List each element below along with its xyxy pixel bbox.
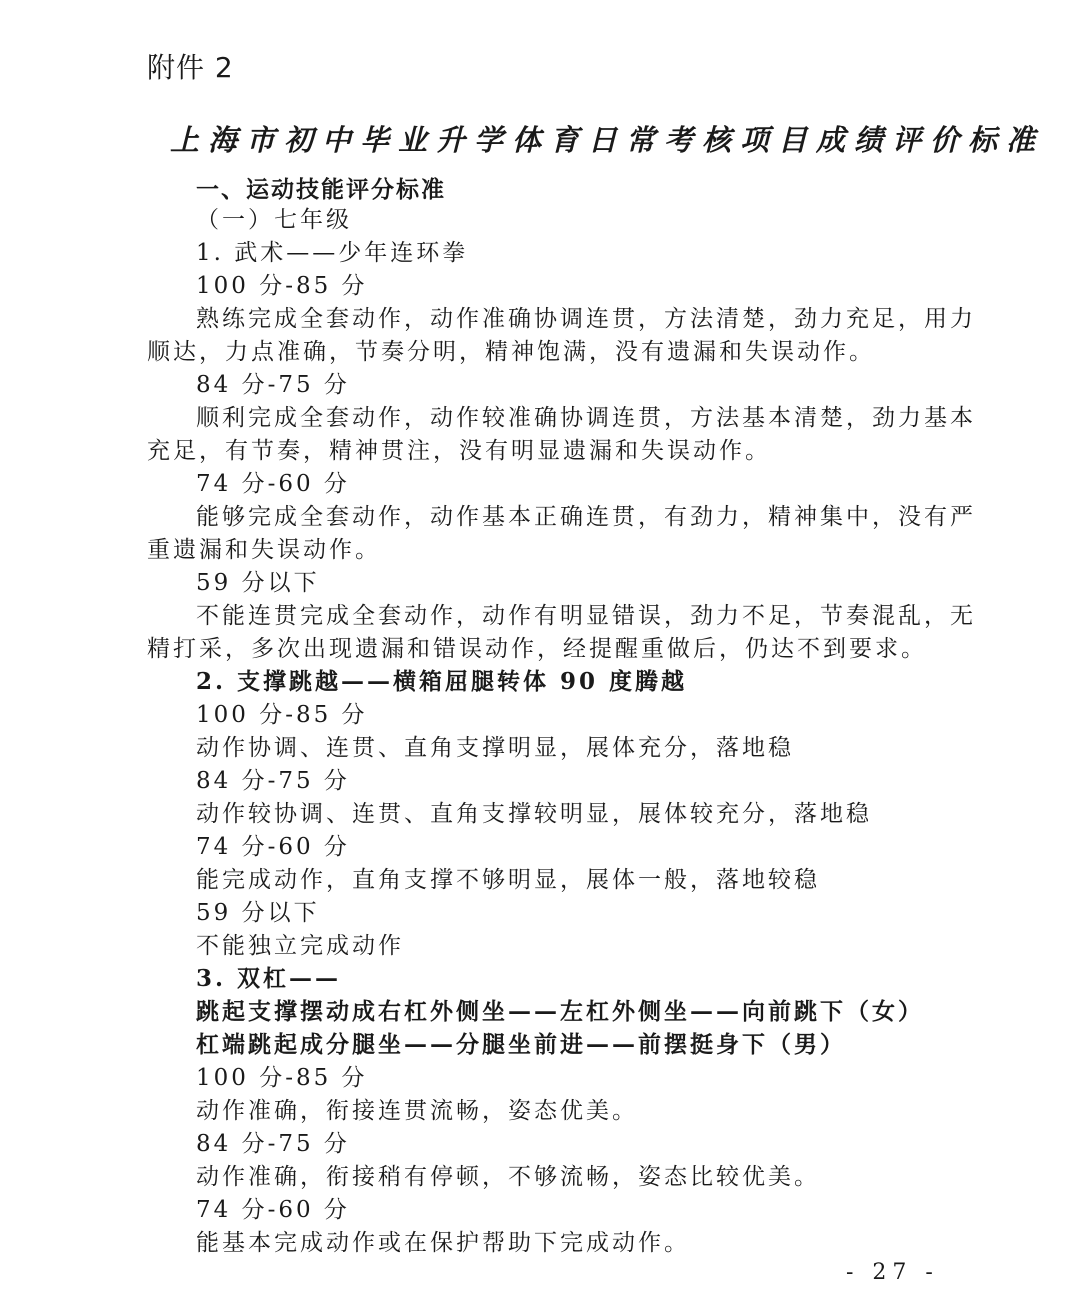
item3-band1-label: 100 分-85 分: [196, 1065, 368, 1091]
item3-sub-female: 跳起支撑摆动成右杠外侧坐——左杠外侧坐——向前跳下（女）: [196, 998, 924, 1025]
item1-band1-label: 100 分-85 分: [196, 273, 368, 299]
item1-band2-text-cont: 充足，有节奏，精神贯注，没有明显遗漏和失误动作。: [147, 438, 771, 464]
item1-band1-text-cont: 顺达，力点准确，节奏分明，精神饱满，没有遗漏和失误动作。: [147, 339, 875, 365]
item2-band2-label: 84 分-75 分: [196, 768, 350, 794]
item3-sub-male: 杠端跳起成分腿坐——分腿坐前进——前摆挺身下（男）: [196, 1031, 846, 1058]
item2-heading: 2. 支撑跳越——横箱屈腿转体 90 度腾越: [196, 668, 688, 695]
item1-band4-text: 不能连贯完成全套动作，动作有明显错误，劲力不足，节奏混乱，无: [196, 603, 976, 629]
item2-band3-label: 74 分-60 分: [196, 834, 350, 860]
item1-heading: 1. 武术——少年连环拳: [196, 240, 469, 266]
document-title: 上海市初中毕业升学体育日常考核项目成绩评价标准: [170, 123, 1045, 157]
item3-band2-text: 动作准确，衔接稍有停顿，不够流畅，姿态比较优美。: [196, 1164, 820, 1190]
attachment-label: 附件 2: [147, 51, 234, 84]
item1-band2-label: 84 分-75 分: [196, 372, 350, 398]
item2-band3-text: 能完成动作，直角支撑不够明显，展体一般，落地较稳: [196, 867, 820, 893]
item3-heading: 3. 双杠——: [196, 965, 342, 992]
item1-band1-text: 熟练完成全套动作，动作准确协调连贯，方法清楚，劲力充足，用力: [196, 306, 976, 332]
item1-band3-label: 74 分-60 分: [196, 471, 350, 497]
item1-band3-text-cont: 重遗漏和失误动作。: [147, 537, 381, 563]
item3-band3-text: 能基本完成动作或在保护帮助下完成动作。: [196, 1230, 690, 1256]
item1-band2-text: 顺利完成全套动作，动作较准确协调连贯，方法基本清楚，劲力基本: [196, 405, 976, 431]
item2-band1-text: 动作协调、连贯、直角支撑明显，展体充分，落地稳: [196, 735, 794, 761]
item3-band1-text: 动作准确，衔接连贯流畅，姿态优美。: [196, 1098, 638, 1124]
item2-band4-label: 59 分以下: [196, 900, 320, 926]
page-number: - 27 -: [846, 1260, 939, 1285]
item2-band1-label: 100 分-85 分: [196, 702, 368, 728]
item2-band2-text: 动作较协调、连贯、直角支撑较明显，展体较充分，落地稳: [196, 801, 872, 827]
item3-band2-label: 84 分-75 分: [196, 1131, 350, 1157]
item1-band4-label: 59 分以下: [196, 570, 320, 596]
item1-band3-text: 能够完成全套动作，动作基本正确连贯，有劲力，精神集中，没有严: [196, 504, 976, 530]
item3-band3-label: 74 分-60 分: [196, 1197, 350, 1223]
section-heading: 一、运动技能评分标准: [196, 177, 446, 203]
item1-band4-text-cont: 精打采，多次出现遗漏和错误动作，经提醒重做后，仍达不到要求。: [147, 636, 927, 662]
item2-band4-text: 不能独立完成动作: [196, 933, 404, 959]
grade-heading: （一）七年级: [196, 207, 352, 233]
